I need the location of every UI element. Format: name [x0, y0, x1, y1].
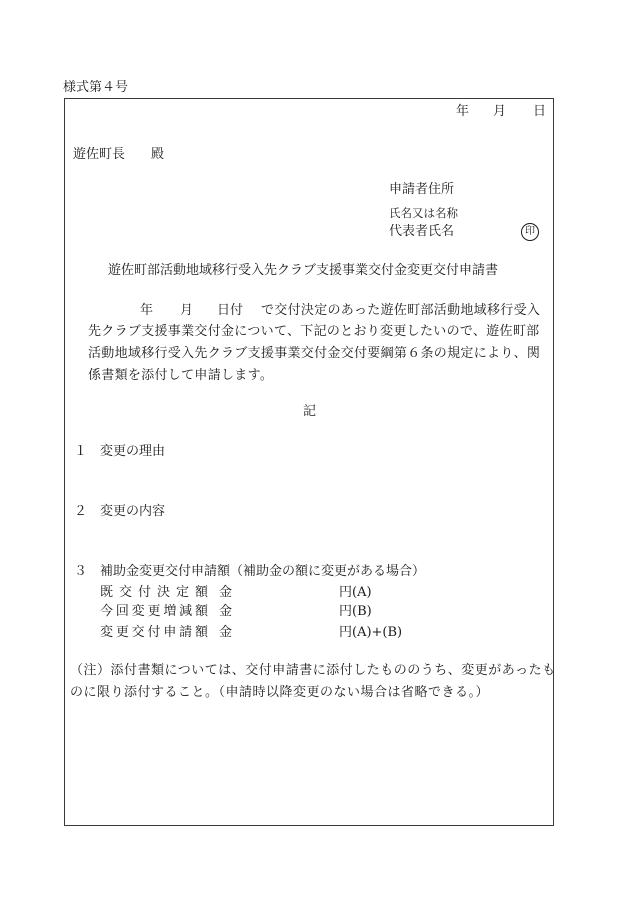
- item-number: ２: [74, 504, 88, 519]
- item-number: ３: [74, 564, 88, 579]
- addressee: 遊佐町長 殿: [73, 147, 165, 162]
- note-line-2: のに限り添付すること。（申請時以降変更のない場合は省略できる。）: [70, 685, 490, 700]
- body-line-3: 活動地域移行受入先クラブ支援事業交付金交付要綱第６条の規定により、関: [88, 346, 541, 361]
- form-frame: [64, 98, 554, 826]
- body-line-4: 係書類を添付して申請します。: [88, 368, 274, 383]
- item-label: 変更の理由: [100, 444, 166, 459]
- item-label: 変更の内容: [100, 504, 166, 519]
- document-title: 遊佐町部活動地域移行受入先クラブ支援事業交付金変更交付申請書: [108, 263, 499, 278]
- applicant-name-label: 氏名又は名称: [389, 206, 458, 220]
- item-number: １: [74, 444, 88, 459]
- body-date-month: 月: [180, 303, 194, 318]
- body-line-1: で交付決定のあった遊佐町部活動地域移行受入: [261, 303, 541, 318]
- amount-label: 変更交付申請額: [100, 625, 208, 640]
- item-label: 補助金変更交付申請額（補助金の額に変更がある場合）: [100, 564, 426, 579]
- form-number: 様式第４号: [63, 80, 129, 95]
- date-day: 日: [533, 104, 547, 119]
- amount-label: 既 交 付 決 定 額: [100, 585, 208, 600]
- applicant-representative-label: 代表者氏名: [389, 224, 455, 239]
- date-month: 月: [493, 104, 507, 119]
- amount-kin: 金: [219, 625, 233, 640]
- body-date-year: 年: [140, 303, 154, 318]
- ki-heading: 記: [303, 404, 317, 419]
- amount-label: 今回変更増減額: [100, 604, 208, 619]
- note-line-1: （注）添付書類については、交付申請書に添付したもののうち、変更があったも: [70, 663, 556, 678]
- date-year: 年: [456, 104, 470, 119]
- amount-unit: 円(A)+(B): [339, 625, 403, 640]
- amount-unit: 円(B): [339, 604, 372, 619]
- amount-kin: 金: [219, 604, 233, 619]
- applicant-address-label: 申請者住所: [389, 182, 455, 197]
- body-date-day: 日付: [217, 303, 244, 318]
- body-line-2: 先クラブ支援事業交付金について、下記のとおり変更したいので、遊佐町部: [88, 324, 540, 339]
- amount-kin: 金: [219, 585, 233, 600]
- seal-mark: 印: [521, 223, 539, 241]
- amount-unit: 円(A): [339, 585, 372, 600]
